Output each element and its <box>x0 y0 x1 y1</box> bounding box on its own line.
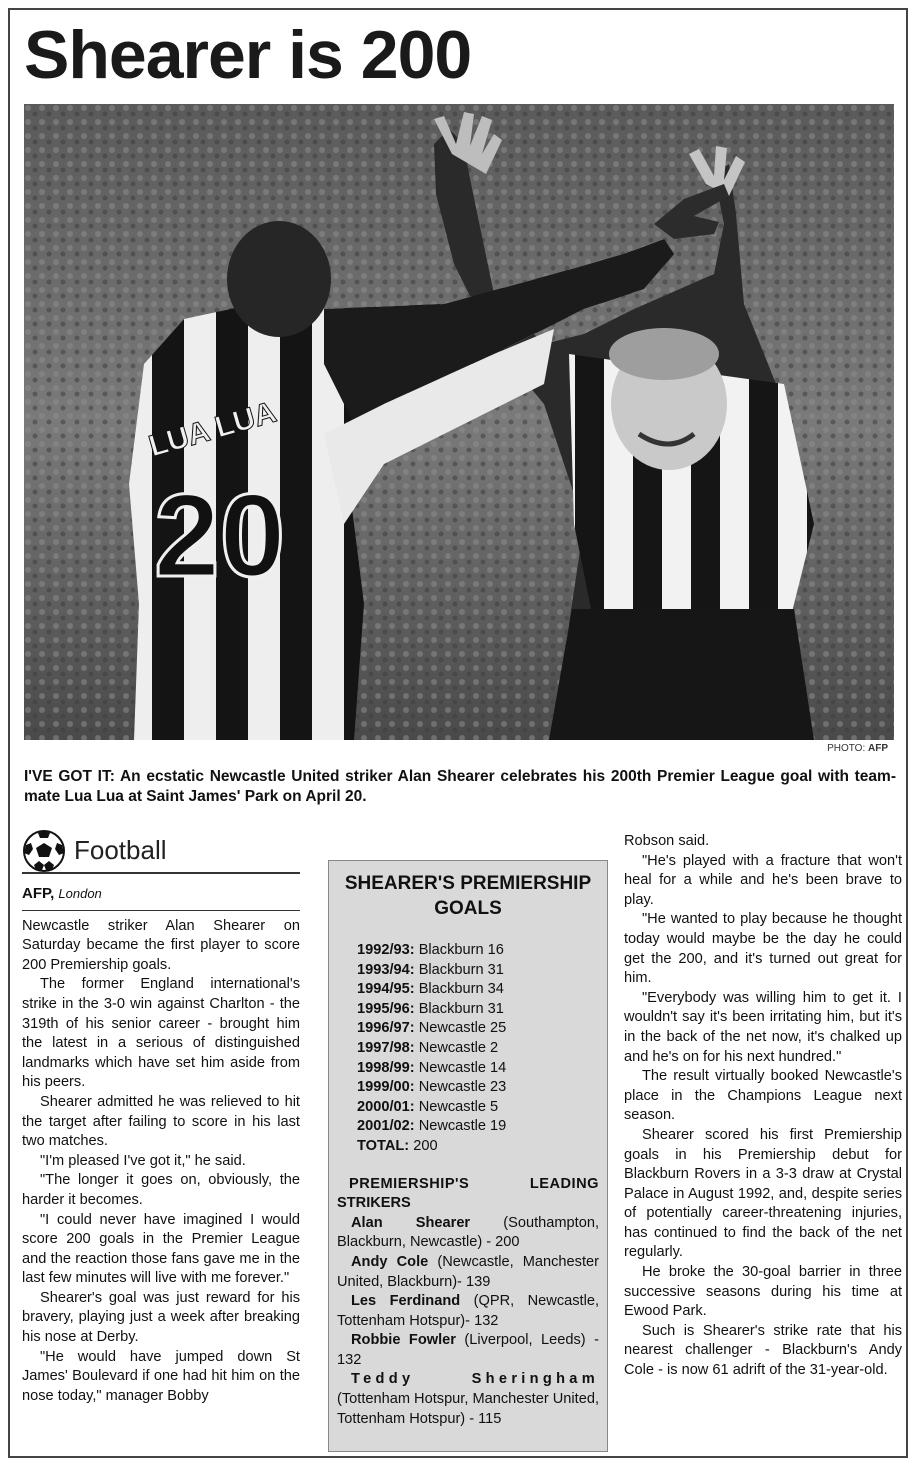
section-header <box>22 830 300 874</box>
paragraph: Shearer's goal was just reward for his bravery, playing just a week after breaking his nose at Derby. <box>22 1289 300 1346</box>
goal-row: 2000/01: Newcastle 5 <box>357 1098 499 1115</box>
football-icon <box>22 829 66 873</box>
paragraph: Such is Shearer's strike rate that his nearest challenger - Blackburn's Andy Cole - is now 61 adrift of the 31-year-old. <box>624 1322 902 1379</box>
paragraph: The result virtually booked Newcastle's place in the Champions League next season. <box>624 1068 902 1124</box>
box-title: SHEARER'S PREMIERSHIP GOALS <box>344 873 592 919</box>
byline <box>22 884 300 911</box>
paragraph: He broke the 30-goal barrier in three successive seasons during his time at Ewood Park. <box>624 1264 902 1320</box>
photo-caption: I'VE GOT IT: An ecstatic Newcastle United striker Alan Shearer celebrates his 200th Premier League goal with team-mate Lua Lua at Saint James' Park on April 20. <box>24 768 896 805</box>
article-column-3 <box>624 832 902 1381</box>
goal-row: 1994/95: Blackburn 34 <box>357 981 504 998</box>
paragraph: "He's played with a fracture that won't heal for a while and he's been brave to play. <box>624 852 902 908</box>
strikers-list <box>337 1214 599 1430</box>
headline: Shearer is 200 <box>24 17 472 93</box>
goals-stats-box <box>328 860 608 1452</box>
paragraph: The former England international's strike in the 3-0 win against Charlton - the 319th of his senior career - brought him the latest in a serious of distinguished landmarks which have set him aside from his peers. <box>22 976 300 1091</box>
photo-credit-source: AFP <box>868 743 888 754</box>
leading-strikers-title: PREMIERSHIP'S LEADING STRIKERS <box>337 1175 599 1212</box>
goal-row: 1998/99: Newcastle 14 <box>357 1059 507 1076</box>
goals-list <box>337 941 599 1157</box>
paragraph: "He wanted to play because he thought today would maybe be the day he could get the 200, and it's turned out great for him. <box>624 911 902 987</box>
goal-total: TOTAL: 200 <box>357 1137 438 1154</box>
striker-entry: Robbie Fowler (Liverpool, Leeds) - 132 <box>337 1332 599 1368</box>
section-title: Football <box>74 835 167 866</box>
striker-entry: Andy Cole (Newcastle, Manchester United, Blackburn)- 139 <box>337 1253 599 1290</box>
striker-entry: Teddy Sheringham (Tottenham Hotspur, Manchester United, Tottenham Hotspur) - 115 <box>337 1371 600 1427</box>
jersey-name: LUA LUA <box>145 395 280 464</box>
photo-credit-label: PHOTO: <box>827 743 868 754</box>
paragraph: Newcastle striker Alan Shearer on Saturday became the first player to score 200 Premiership goals. <box>22 917 300 973</box>
paragraph: Shearer admitted he was relieved to hit the target after failing to score in his last two matches. <box>22 1093 300 1150</box>
striker-entry: Alan Shearer (Southampton, Blackburn, Newcastle) - 200 <box>337 1214 599 1251</box>
paragraph: Robson said. <box>624 833 710 849</box>
byline-agency: AFP, <box>22 885 55 902</box>
news-photo <box>24 104 894 740</box>
goal-row: 1995/96: Blackburn 31 <box>357 1000 504 1017</box>
goal-row: 1992/93: Blackburn 16 <box>357 942 504 958</box>
paragraph: Shearer scored his first Premiership goals in his Premiership debut for Blackburn Rovers in a 3-3 draw at Crystal Palace in August 1992, and, despite series of potentially career-threatening injuries, has continued to find the back of the net regularly. <box>624 1126 902 1261</box>
goal-row: 1996/97: Newcastle 25 <box>357 1020 507 1037</box>
striker-entry: Les Ferdinand (QPR, Newcastle, Tottenham Hotspur)- 132 <box>337 1293 599 1329</box>
paragraph: "I could never have imagined I would score 200 goals in the Premier League and the reaction those fans gave me in the last few minutes will live with me forever." <box>22 1211 300 1287</box>
goal-row: 2001/02: Newcastle 19 <box>357 1118 507 1135</box>
goal-row: 1999/00: Newcastle 23 <box>357 1079 507 1096</box>
goal-row: 1993/94: Blackburn 31 <box>357 961 504 978</box>
photo-credit <box>827 743 888 754</box>
paragraph: "Everybody was willing him to get it. I wouldn't say it's been irritating him, but it's in the back of the net now, it's chalked up and he's on for his next hundred." <box>624 989 902 1065</box>
byline-location: London <box>58 886 102 901</box>
paragraph: "The longer it goes on, obviously, the harder it becomes. <box>22 1172 300 1208</box>
article-frame <box>8 8 908 1458</box>
goal-row: 1997/98: Newcastle 2 <box>357 1039 499 1056</box>
paragraph: "I'm pleased I've got it," he said. <box>40 1152 246 1169</box>
paragraph: "He would have jumped down St James' Boulevard if one had hit him on the nose today," manager Bobby <box>22 1348 300 1404</box>
article-column-1 <box>22 830 300 1406</box>
jersey-number: 20 <box>154 470 286 602</box>
photo-illustration <box>24 104 894 740</box>
